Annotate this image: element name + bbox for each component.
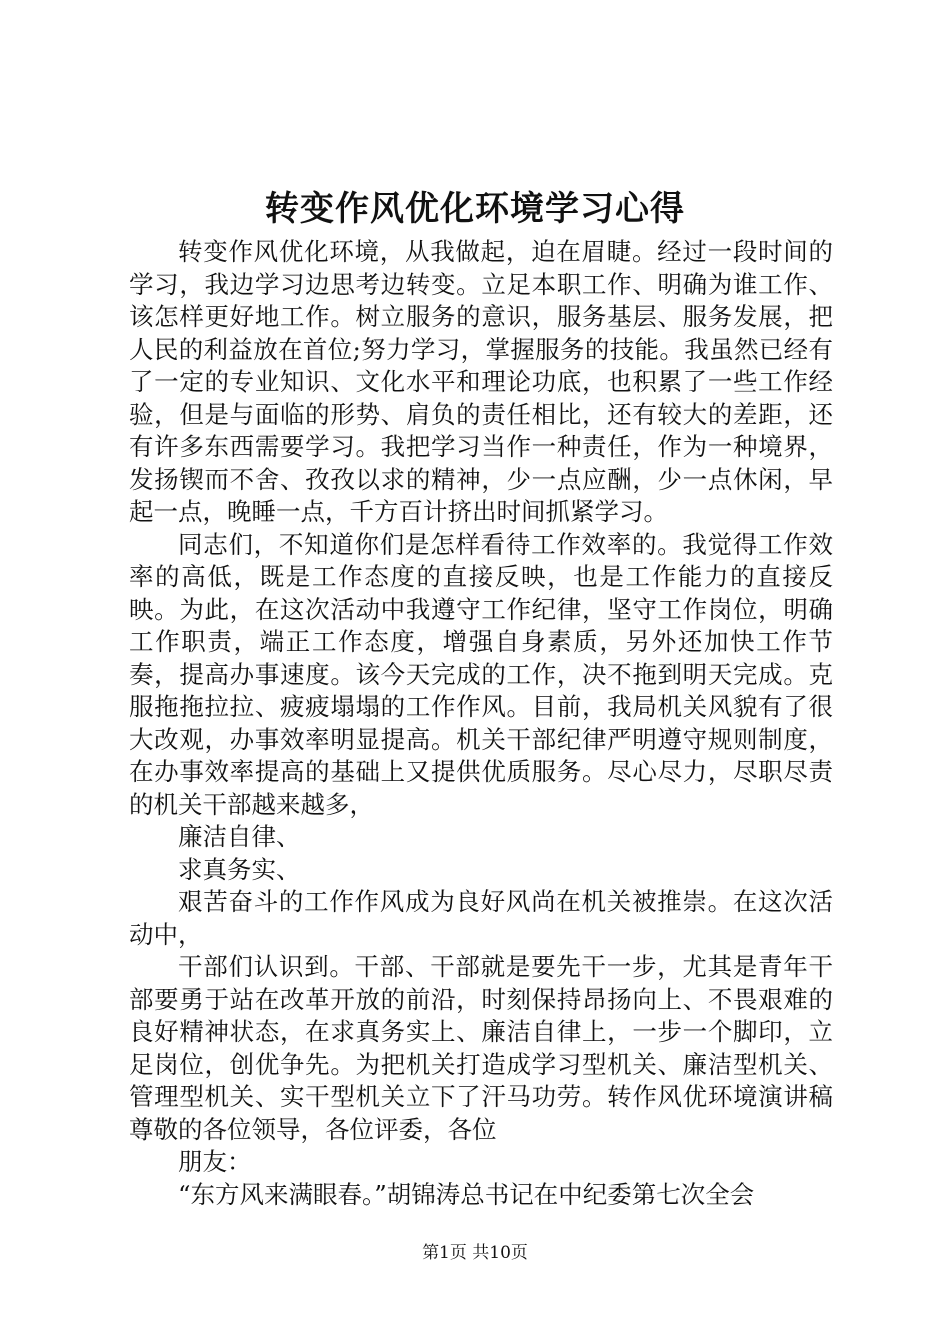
document-title: 转变作风优化环境学习心得: [265, 189, 685, 229]
page-number-footer: 第1页 共10页: [422, 1243, 528, 1263]
paragraph: 干部们认识到。干部、干部就是要先干一步，尤其是青年干部要勇于站在改革开放的前沿，时刻保持昂扬向上、不畏艰难的良好精神状态，在求真务实上、廉洁自律上，一步一个脚印，立足岗位，创优争先。为把机关打造成学习型机关、廉洁型机关、管理型机关、实干型机关立下了汗马功劳。转作风优环境演讲稿尊敬的各位领导，各位评委，各位: [129, 952, 833, 1144]
paragraph: “东方风来满眼春。”胡锦涛总书记在中纪委第七次全会: [178, 1179, 755, 1209]
paragraph: 艰苦奋斗的工作作风成为良好风尚在机关被推崇。在这次活动中，: [129, 887, 833, 949]
paragraph: 转变作风优化环境，从我做起，迫在眉睫。经过一段时间的学习，我边学习边思考边转变。立足本职工作、明确为谁工作、该怎样更好地工作。树立服务的意识，服务基层、服务发展，把人民的利益放在首位;努力学习，掌握服务的技能。我虽然已经有了一定的专业知识、文化水平和理论功底，也积累了一些工作经验，但是与面临的形势、肩负的责任相比，还有较大的差距，还有许多东西需要学习。我把学习当作一种责任，作为一种境界，发扬锲而不舍、孜孜以求的精神，少一点应酬，少一点休闲，早起一点，晚睡一点，千方百计挤出时间抓紧学习。: [129, 237, 833, 526]
paragraph: 求真务实、: [178, 854, 301, 884]
paragraph: 廉洁自律、: [178, 822, 301, 851]
paragraph: 朋友：: [178, 1147, 252, 1176]
document-body: [129, 236, 833, 1211]
paragraph: 同志们，不知道你们是怎样看待工作效率的。我觉得工作效率的高低，既是工作态度的直接反映，也是工作能力的直接反映。为此，在这次活动中我遵守工作纪律，坚守工作岗位，明确工作职责，端正工作态度，增强自身素质，另外还加快工作节奏，提高办事速度。该今天完成的工作，决不拖到明天完成。克服拖拖拉拉、疲疲塌塌的工作作风。目前，我局机关风貌有了很大改观，办事效率明显提高。机关干部纪律严明遵守规则制度，在办事效率提高的基础上又提供优质服务。尽心尽力，尽职尽责的机关干部越来越多，: [129, 529, 833, 819]
